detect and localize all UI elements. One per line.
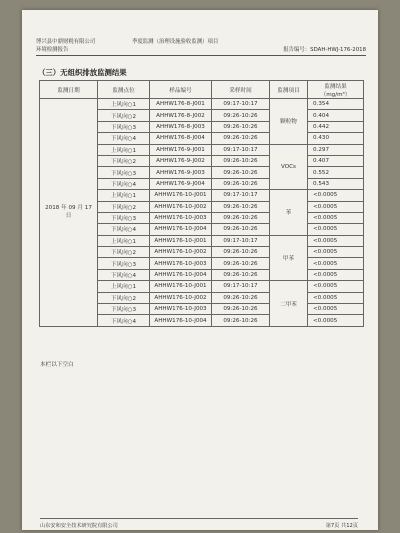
time-cell: 09:26-10:26 [212,224,270,235]
page-footer [40,518,358,529]
result-unit: （mg/m³） [320,91,351,98]
item-cell: 甲苯 [270,235,308,281]
result-cell: <0.0005 [308,201,364,212]
result-header-label: 监测结果 [324,83,347,90]
result-cell: 0.442 [308,121,364,132]
point-cell: 下风向○2 [98,110,150,121]
header-report-type: 环境检测报告 [36,47,69,53]
time-cell: 09:26-10:26 [212,110,270,121]
report-no-label: 报告编号： [283,47,311,53]
sample-cell: AHHW176-8-J002 [150,110,212,121]
col-header-item: 监测项目 [270,81,308,99]
sample-cell: AHHW176-10-J002 [150,247,212,258]
time-cell: 09:26-10:26 [212,155,270,166]
item-cell: 苯 [270,190,308,236]
report-no-value: SDAH-HWJ-176-2018 [310,47,366,53]
time-cell: 09:26-10:26 [212,269,270,280]
col-header-point: 监测点位 [98,81,150,99]
header-report-no [283,46,366,54]
point-cell: 上风向○1 [98,144,150,155]
sample-cell: AHHW176-10-J001 [150,235,212,246]
sample-cell: AHHW176-8-J001 [150,99,212,110]
item-cell: VOCs [270,144,308,190]
result-cell: <0.0005 [308,235,364,246]
section-title: （三）无组织排放监测结果 [38,68,127,77]
time-cell: 09:17-10:17 [212,99,270,110]
point-cell: 上风向○1 [98,235,150,246]
sample-cell: AHHW176-10-J004 [150,224,212,235]
point-cell: 下风向○3 [98,167,150,178]
point-cell: 下风向○3 [98,304,150,315]
col-header-sample: 样品编号 [150,81,212,99]
result-cell: <0.0005 [308,224,364,235]
sample-cell: AHHW176-10-J001 [150,281,212,292]
sample-cell: AHHW176-10-J003 [150,304,212,315]
sample-cell: AHHW176-10-J004 [150,269,212,280]
time-cell: 09:26-10:26 [212,315,270,326]
time-cell: 09:26-10:26 [212,201,270,212]
time-cell: 09:26-10:26 [212,304,270,315]
result-cell: <0.0005 [308,258,364,269]
sample-cell: AHHW176-10-J001 [150,190,212,201]
result-cell: <0.0005 [308,269,364,280]
time-cell: 09:26-10:26 [212,167,270,178]
col-header-result [308,81,364,99]
col-header-time: 采样时间 [212,81,270,99]
report-page [22,10,378,530]
point-cell: 下风向○4 [98,315,150,326]
time-cell: 09:26-10:26 [212,258,270,269]
result-cell: 0.407 [308,155,364,166]
time-cell: 09:17-10:17 [212,235,270,246]
result-cell: 0.354 [308,99,364,110]
result-cell: <0.0005 [308,247,364,258]
result-cell: 0.552 [308,167,364,178]
point-cell: 下风向○3 [98,121,150,132]
time-cell: 09:17-10:17 [212,281,270,292]
sample-cell: AHHW176-10-J004 [150,315,212,326]
result-cell: 0.543 [308,178,364,189]
time-cell: 09:26-10:26 [212,292,270,303]
col-header-date: 监测日期 [40,81,98,99]
sample-cell: AHHW176-10-J003 [150,212,212,223]
sample-cell: AHHW176-9-J003 [150,167,212,178]
time-cell: 09:26-10:26 [212,212,270,223]
point-cell: 下风向○4 [98,133,150,144]
table-header-row [40,81,364,99]
time-cell: 09:26-10:26 [212,121,270,132]
result-cell: <0.0005 [308,190,364,201]
table-body [40,99,364,327]
result-cell: 0.430 [308,133,364,144]
sample-cell: AHHW176-9-J004 [150,178,212,189]
point-cell: 上风向○1 [98,190,150,201]
footer-page: 第7页 共12页 [325,523,358,529]
sample-cell: AHHW176-10-J003 [150,258,212,269]
point-cell: 下风向○3 [98,258,150,269]
sample-cell: AHHW176-10-J002 [150,292,212,303]
header-project: 季度监测（治理设施验收监测）项目 [132,39,219,45]
sample-cell: AHHW176-8-J004 [150,133,212,144]
footer-org: 山东安和安全技术研究院有限公司 [40,523,118,529]
sample-cell: AHHW176-8-J003 [150,121,212,132]
item-cell: 二甲苯 [270,281,308,327]
tail-note: 本栏以下空白 [40,362,74,368]
point-cell: 下风向○2 [98,247,150,258]
table-row [40,99,364,110]
point-cell: 下风向○4 [98,178,150,189]
point-cell: 下风向○3 [98,212,150,223]
sample-cell: AHHW176-9-J001 [150,144,212,155]
point-cell: 上风向○1 [98,281,150,292]
point-cell: 下风向○4 [98,224,150,235]
time-cell: 09:26-10:26 [212,178,270,189]
item-cell: 颗粒物 [270,99,308,145]
result-cell: 0.404 [308,110,364,121]
time-cell: 09:17-10:17 [212,190,270,201]
time-cell: 09:26-10:26 [212,133,270,144]
result-cell: <0.0005 [308,281,364,292]
result-cell: <0.0005 [308,212,364,223]
point-cell: 下风向○2 [98,155,150,166]
result-cell: <0.0005 [308,304,364,315]
point-cell: 下风向○4 [98,269,150,280]
point-cell: 上风向○1 [98,99,150,110]
sample-cell: AHHW176-10-J002 [150,201,212,212]
sample-cell: AHHW176-9-J002 [150,155,212,166]
point-cell: 下风向○2 [98,201,150,212]
point-cell: 下风向○2 [98,292,150,303]
header-company: 博兴县中鼎财税有限公司 [36,39,96,45]
monitoring-results-table [39,80,364,327]
date-cell: 2018 年 09 月 17 日 [40,99,98,327]
result-cell: <0.0005 [308,292,364,303]
result-cell: 0.297 [308,144,364,155]
time-cell: 09:17-10:17 [212,144,270,155]
time-cell: 09:26-10:26 [212,247,270,258]
header-rule [36,55,366,56]
result-cell: <0.0005 [308,315,364,326]
